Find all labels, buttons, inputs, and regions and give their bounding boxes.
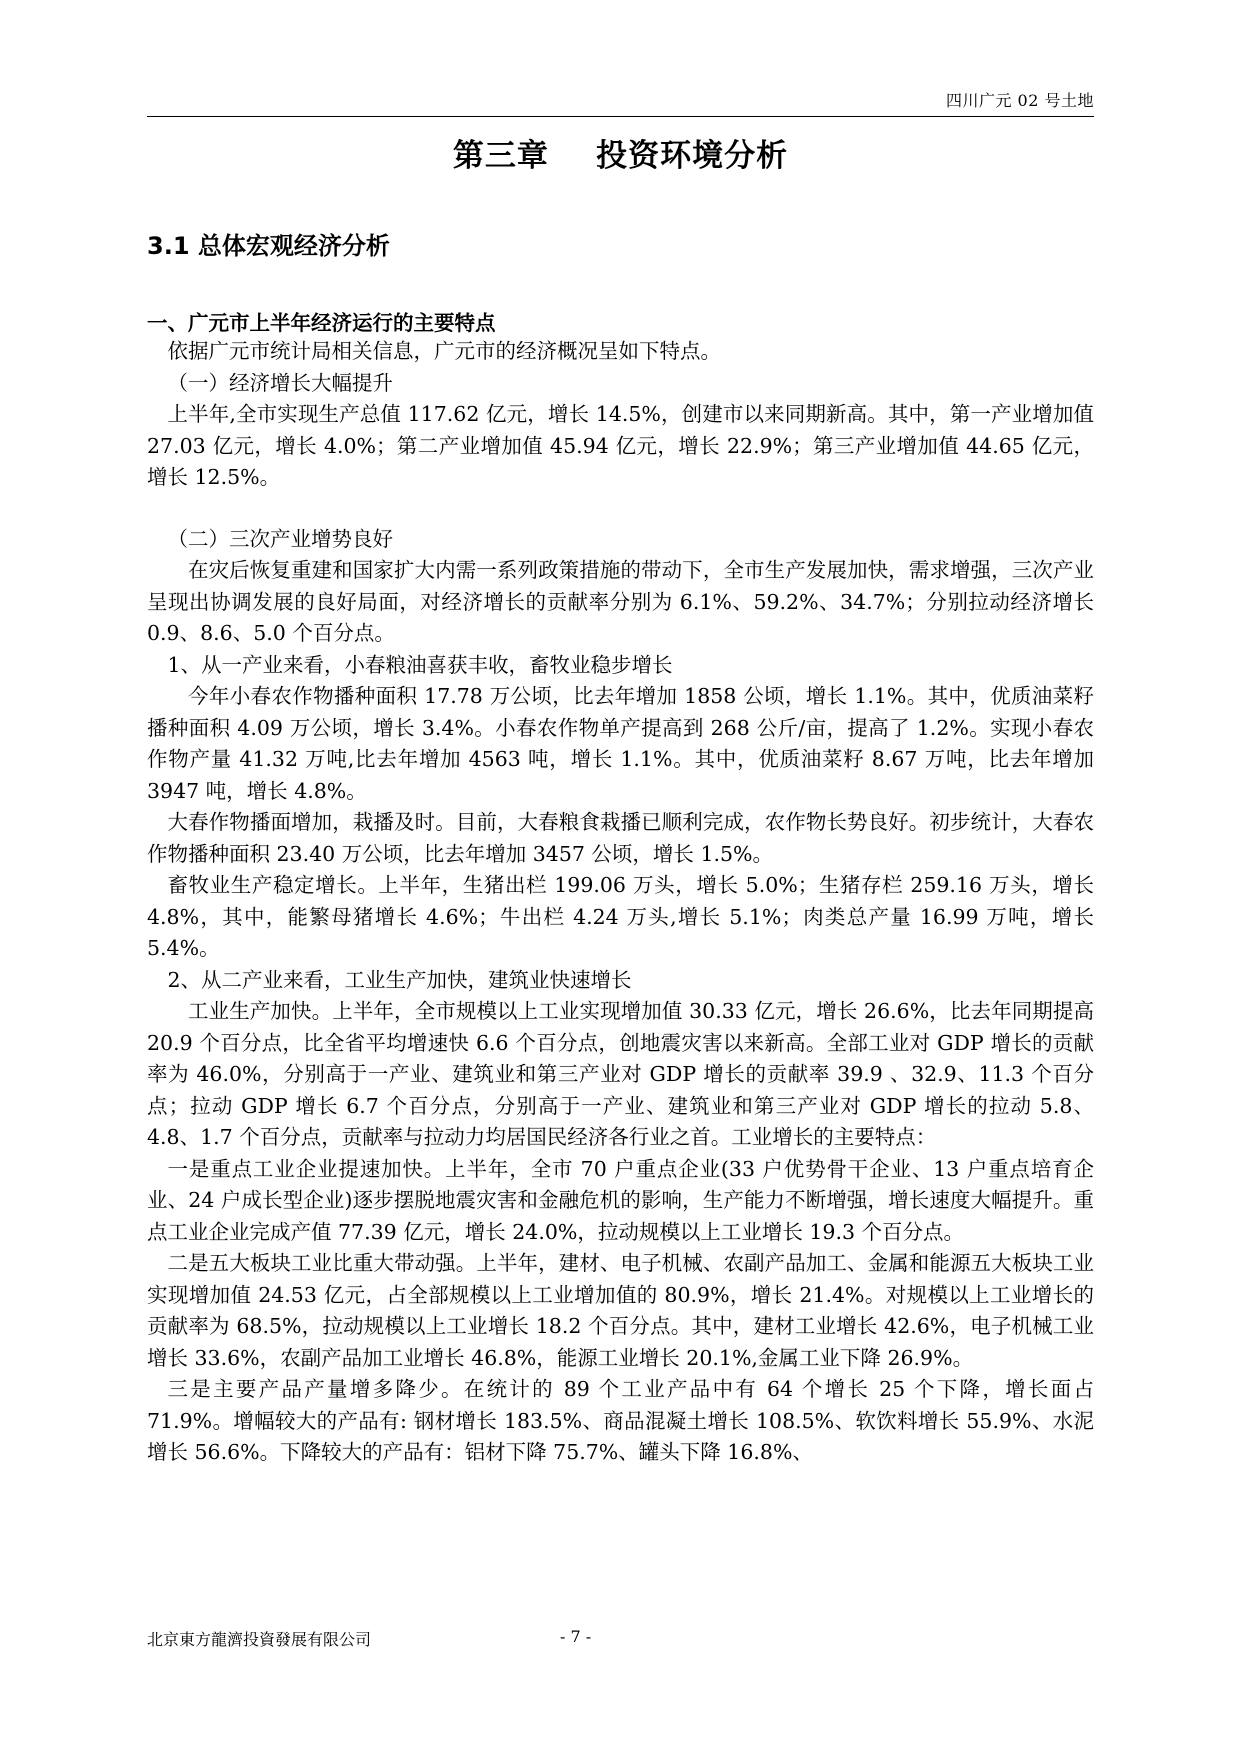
paragraph-heading: 1、从一产业来看，小春粮油喜获丰收，畜牧业稳步增长	[167, 652, 673, 677]
paragraph: 在灾后恢复重建和国家扩大内需一系列政策措施的带动下，全市生产发展加快，需求增强，三次产业呈现出协调发展的良好局面，对经济增长的贡献率分别为 6.1%、59.2%、34.7%；分别拉动经济增长 0.9、8.6、5.0 个百分点。	[147, 558, 1094, 645]
paragraph-heading: （二）三次产业增势良好	[167, 526, 393, 551]
page-header-title: 四川广元 02 号土地	[945, 91, 1094, 110]
paragraph-heading: （一）经济增长大幅提升	[167, 370, 393, 395]
paragraph: 一是重点工业企业提速加快。上半年，全市 70 户重点企业(33 户优势骨干企业、13 户重点培育企业、24 户成长型企业)逐步摆脱地震灾害和金融危机的影响，生产能力不断增强，增长速度大幅提升。重点工业企业完成产值 77.39 亿元，增长 24.0%，拉动规模以上工业增长 19.3 个百分点。	[147, 1156, 1094, 1244]
chapter-title: 第三章 投资环境分析	[452, 138, 789, 174]
section-title: 3.1 总体宏观经济分析	[147, 232, 390, 260]
footer-company-name: 北京東方龍濟投資發展有限公司	[147, 1630, 372, 1649]
paragraph: 今年小春农作物播种面积 17.78 万公顷，比去年增加 1858 公顷，增长 1.1%。其中，优质油菜籽播种面积 4.09 万公顷，增长 3.4%。小春农作物单产提高到 268 公斤/亩，提高了 1.2%。实现小春农作物产量 41.32 万吨,比去年增加 4563 吨，增长 1.1%。其中，优质油菜籽 8.67 万吨，比去年增加 3947 吨，增长 4.8%。	[147, 684, 1094, 803]
paragraph: 大春作物播面增加，栽播及时。目前，大春粮食栽播已顺利完成，农作物长势良好。初步统计，大春农作物播种面积 23.40 万公顷，比去年增加 3457 公顷，增长 1.5%。	[147, 810, 1094, 866]
footer-page-number: - 7 -	[560, 1627, 592, 1646]
header-divider	[147, 116, 1094, 117]
paragraph: 上半年,全市实现生产总值 117.62 亿元，增长 14.5%，创建市以来同期新高。其中，第一产业增加值 27.03 亿元，增长 4.0%；第二产业增加值 45.94 亿元，增长 22.9%；第三产业增加值 44.65 亿元，增长 12.5%。	[147, 402, 1094, 489]
paragraph-heading: 2、从二产业来看，工业生产加快，建筑业快速增长	[167, 967, 632, 992]
body-text	[147, 336, 1094, 1469]
paragraph: 畜牧业生产稳定增长。上半年，生猪出栏 199.06 万头，增长 5.0%；生猪存栏 259.16 万头，增长 4.8%，其中，能繁母猪增长 4.6%；牛出栏 4.24 万头,增长 5.1%；肉类总产量 16.99 万吨，增长 5.4%。	[147, 873, 1094, 960]
paragraph: 依据广元市统计局相关信息，广元市的经济概况呈如下特点。	[167, 339, 721, 363]
paragraph: 工业生产加快。上半年，全市规模以上工业实现增加值 30.33 亿元，增长 26.6%，比去年同期提高 20.9 个百分点，比全省平均增速快 6.6 个百分点，创地震灾害以来新高。全部工业对 GDP 增长的贡献率为 46.0%，分别高于一产业、建筑业和第三产业对 GDP 增长的贡献率 39.9 、32.9、11.3 个百分点；拉动 GDP 增长 6.7 个百分点，分别高于一产业、建筑业和第三产业对 GDP 增长的拉动 5.8、4.8、1.7 个百分点，贡献率与拉动力均居国民经济各行业之首。工业增长的主要特点：	[147, 999, 1094, 1149]
paragraph: 三是主要产品产量增多降少。在统计的 89 个工业产品中有 64 个增长 25 个下降，增长面占 71.9%。增幅较大的产品有: 钢材增长 183.5%、商品混凝土增长 108.5%、软饮料增长 55.9%、水泥增长 56.6%。下降较大的产品有：铝材下降 75.7%、罐头下降 16.8%、	[147, 1377, 1094, 1464]
subsection-title: 一、广元市上半年经济运行的主要特点	[147, 311, 496, 335]
paragraph: 二是五大板块工业比重大带动强。上半年，建材、电子机械、农副产品加工、金属和能源五大板块工业实现增加值 24.53 亿元，占全部规模以上工业增加值的 80.9%，增长 21.4%。对规模以上工业增长的贡献率为 68.5%，拉动规模以上工业增长 18.2 个百分点。其中，建材工业增长 42.6%，电子机械工业增长 33.6%，农副产品加工业增长 46.8%，能源工业增长 20.1%,金属工业下降 26.9%。	[147, 1251, 1094, 1370]
